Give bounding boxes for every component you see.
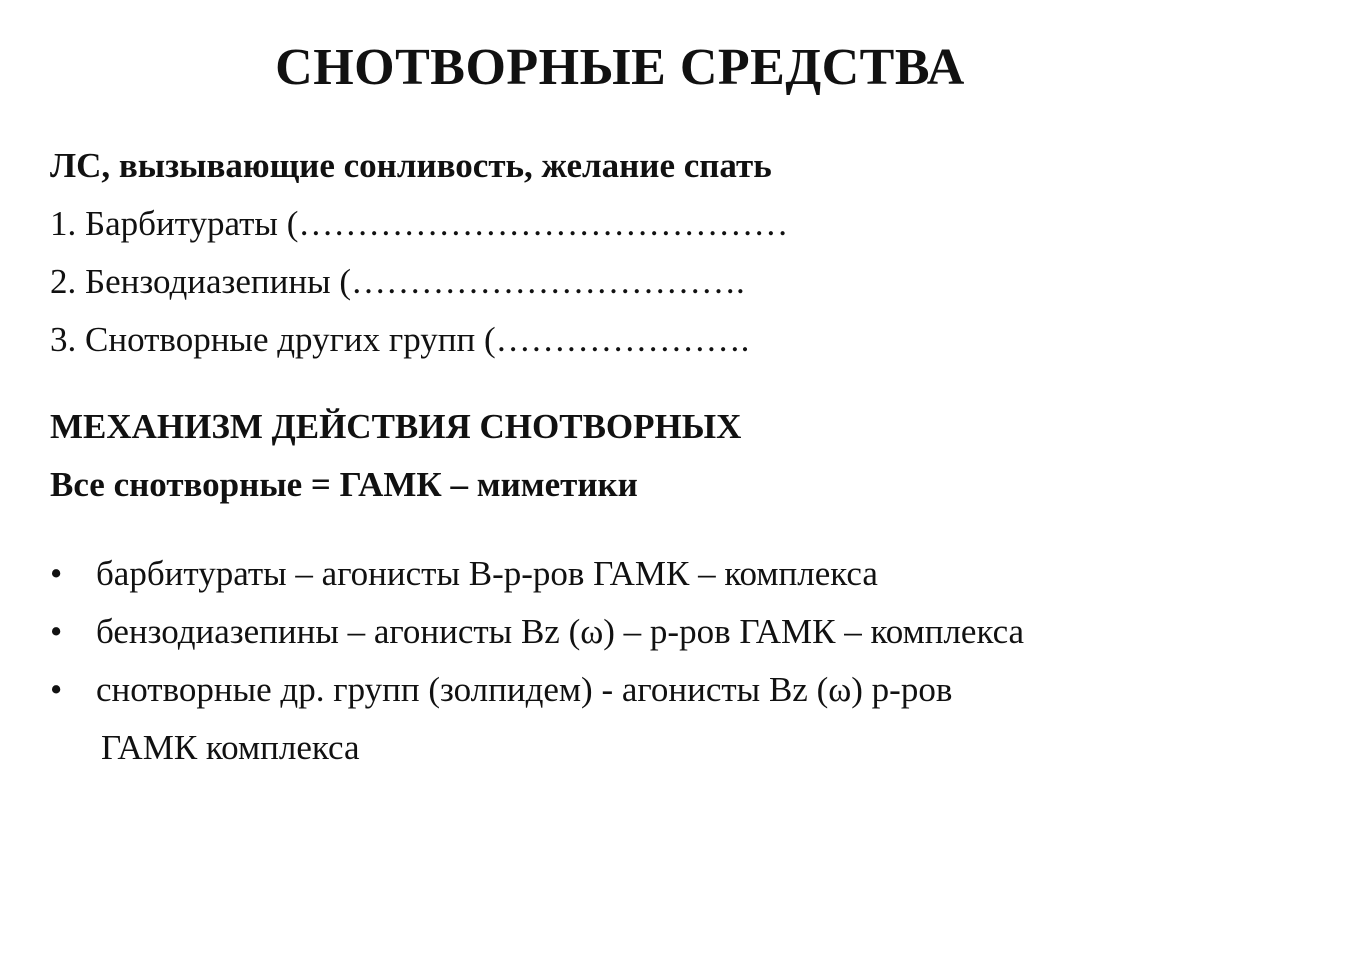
bullet-icon: •	[50, 670, 63, 709]
section2-heading: МЕХАНИЗМ ДЕЙСТВИЯ СНОТВОРНЫХ	[50, 407, 742, 446]
bullet-icon: •	[50, 612, 63, 651]
bullet-text: барбитураты – агонисты В-р-ров ГАМК – комплекса	[96, 554, 878, 593]
slide-title: СНОТВОРНЫЕ СРЕДСТВА	[275, 39, 965, 96]
list-item-benzodiazepines: 2. Бензодиазепины (…………………………….	[50, 262, 745, 301]
list-item-other-hypnotics: 3. Снотворные других групп (………………….	[50, 320, 750, 359]
list-item-barbiturates: 1. Барбитураты (……………………………………	[50, 204, 789, 243]
bullet-continuation: ГАМК комплекса	[101, 728, 360, 767]
section1-heading: ЛС, вызывающие сонливость, желание спать	[50, 146, 772, 185]
bullet-text: снотворные др. групп (золпидем) - агонисты Bz (ω) р-ров	[96, 670, 953, 709]
bullet-text: бензодиазепины – агонисты Bz (ω) – р-ров ГАМК – комплекса	[96, 612, 1025, 651]
bullet-icon: •	[50, 554, 63, 593]
section2-subheading: Все снотворные = ГАМК – миметики	[50, 465, 638, 504]
